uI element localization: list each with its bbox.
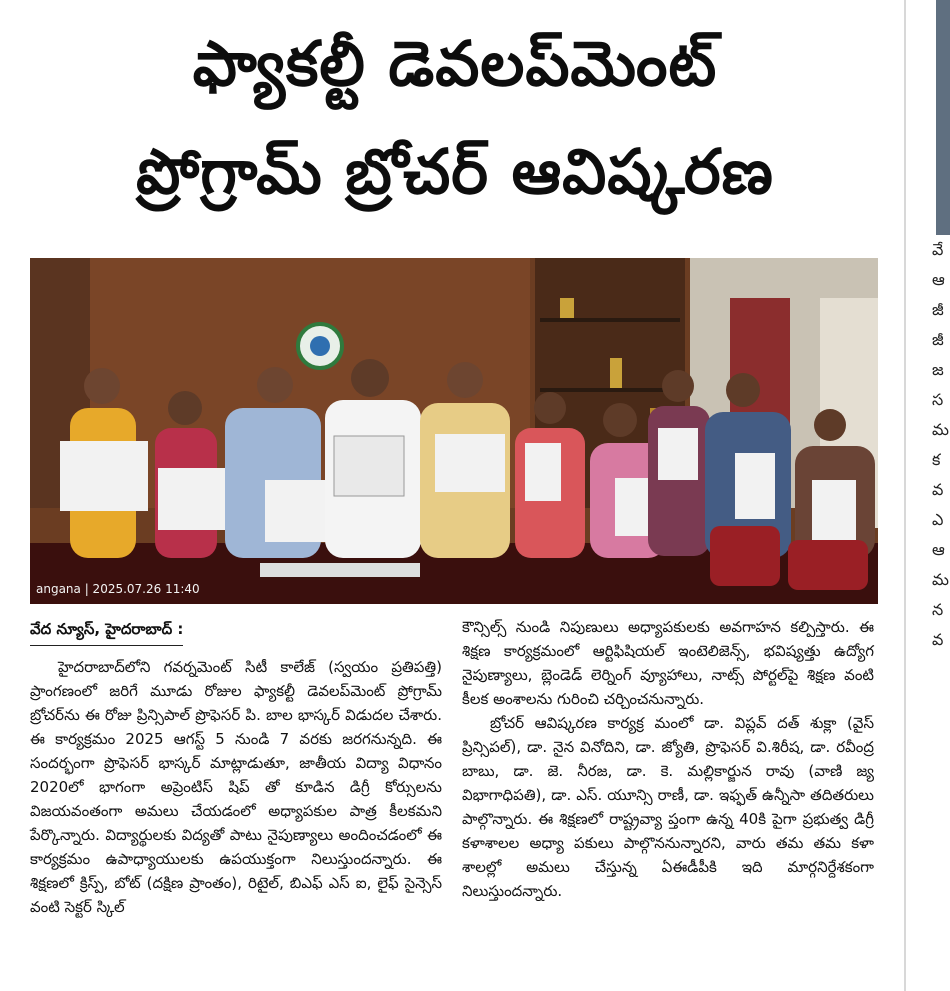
adjacent-article-strip [918, 0, 950, 991]
adjacent-fragment: వ [932, 480, 944, 499]
article-paragraph: కౌన్సిల్స్ నుండి నిపుణులు అధ్యాపకులకు అవగాహన కల్పిస్తారు. ఈ శిక్షణ కార్యక్రమంలో ఆర్టిఫిషియల్ ఇంటెలిజెన్స్, భవిష్యత్తు ఉద్యోగ నైపుణ్యాలు, బ్లెండెడ్ లెర్నింగ్ వ్యూహాలు, నాట్స్ పోర్టల్‌పై శిక్షణ వంటి కీలక అంశాలను గురించి చర్చించనున్నారు. [462, 618, 874, 708]
headline-line-2: ప్రోగ్రామ్ బ్రోచర్ ఆవిష్కరణ [136, 135, 774, 208]
article-column-2 [462, 615, 874, 903]
adjacent-fragment: మ [932, 570, 949, 589]
adjacent-fragment: క [932, 450, 941, 469]
adjacent-fragment: స [932, 390, 944, 409]
headline-line-1: ఫ్యాకల్టీ డెవలప్‌మెంట్ [192, 27, 718, 100]
photo-timestamp: angana | 2025.07.26 11:40 [36, 582, 200, 596]
adjacent-fragment: ఆ [932, 270, 945, 289]
adjacent-text [932, 235, 949, 655]
adjacent-fragment: న [932, 600, 944, 619]
adjacent-photo [936, 0, 950, 235]
article-paragraph: హైదరాబాద్‌లోని గవర్నమెంట్ సిటీ కాలేజ్ (స్వయం ప్రతిపత్తి) ప్రాంగణంలో జరిగే మూడు రోజుల ఫ్యాకల్టీ డెవలప్‌మెంట్ ప్రోగ్రామ్ బ్రోచర్‌ను ఈ రోజు ప్రిన్సిపాల్ ప్రొఫెసర్ పి. బాల భాస్కర్ విడుదల చేశారు. ఈ కార్యక్రమం 2025 ఆగస్ట్ 5 నుండి 7 వరకు జరగనున్నది. ఈ సందర్భంగా ప్రొఫెసర్ భాస్కర్ మాట్లాడుతూ, జాతీయ విద్యా విధానం 2020లో భాగంగా అప్రెంటిస్ షిప్ తో కూడిన డిగ్రీ కోర్సులను విజయవంతంగా అమలు చేయడంలో అధ్యాపకుల పాత్ర కీలకమని పేర్కొన్నారు. విద్యార్థులకు విద్యతో పాటు నైపుణ్యాలు అందించడంలో ఈ కార్యక్రమం ఉపాధ్యాయులకు ఉపయుక్తంగా నిలుస్తుందన్నారు. ఈ శిక్షణలో క్రిస్ప్, బోట్ (దక్షిణ ప్రాంతం), రిటైల్, బిఎఫ్ ఎస్ ఐ, లైఫ్ సైన్సెస్ వంటి సెక్టర్ స్కిల్ [30, 658, 442, 916]
adjacent-fragment: జీ [932, 300, 944, 319]
article-byline: వేద న్యూస్, హైదరాబాద్ : [30, 620, 183, 646]
adjacent-fragment: ఎ [932, 510, 944, 529]
adjacent-fragment: వే [932, 240, 944, 259]
adjacent-fragment: జ [932, 360, 944, 379]
article-column-1 [30, 655, 442, 919]
news-photo [30, 258, 878, 604]
adjacent-fragment: ఆ [932, 540, 945, 559]
adjacent-fragment: మ [932, 420, 949, 439]
article-paragraph: బ్రోచర్ ఆవిష్కరణ కార్యక్ర మంలో డా. విప్లవ్ దత్ శుక్లా (వైస్ ప్రిన్సిపల్), డా. నైన వినోదిని, డా. జ్యోతి, ప్రొఫెసర్ వి.శిరీష, డా. రవీంద్ర బాబు, డా. జె. నీరజ, డా. కె. మల్లికార్జున రావు (వాణి జ్య విభాగాధిపతి), డా. ఎస్. యూన్సి రాణీ, డా. ఇఫ్ఫత్ ఉన్నీసా తదితరులు పాల్గొన్నారు. ఈ శిక్షణలో రాష్ట్రవ్యా ప్తంగా ఉన్న 40కి పైగా ప్రభుత్వ డిగ్రీ కళాశాలల అధ్యా పకులు పాల్గొననున్నారని, వారు తమ తమ కళా శాలల్లో అమలు చేస్తున్న ఏఈడీపీకి ఇది మార్గనిర్దేశకంగా నిలుస్తుందన్నారు. [462, 714, 874, 900]
group-photo-illustration [30, 258, 878, 604]
column-divider [904, 0, 906, 991]
adjacent-fragment: జీ [932, 330, 944, 349]
adjacent-fragment: వ [932, 630, 944, 649]
